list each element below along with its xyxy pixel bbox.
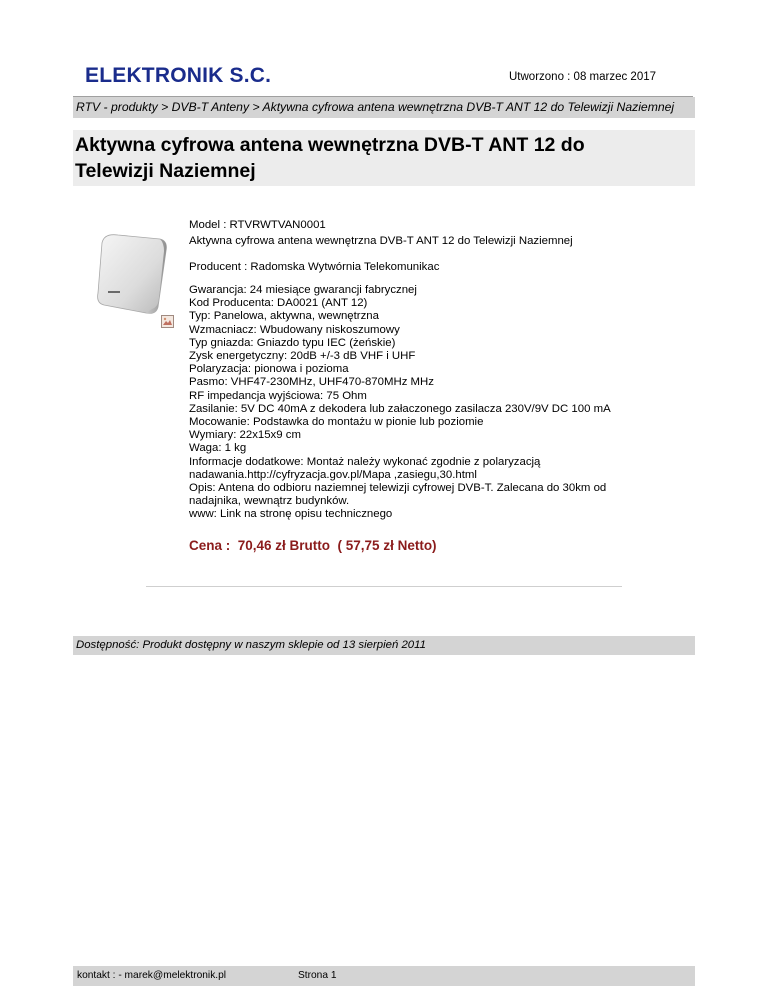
broken-image-icon: [161, 315, 174, 328]
breadcrumb: RTV - produkty > DVB-T Anteny > Aktywna cyfrowa antena wewnętrzna DVB-T ANT 12 do Telewizji Naziemnej: [73, 97, 695, 118]
product-producer: Producent : Radomska Wytwórnia Telekomunikac: [189, 261, 440, 273]
spec-line: nadawania.http://cyfryzacja.gov.pl/Mapa ,zasiegu,30.html: [189, 468, 477, 481]
spec-line: Wymiary: 22x15x9 cm: [189, 429, 301, 442]
product-description: Aktywna cyfrowa antena wewnętrzna DVB-T ANT 12 do Telewizji Naziemnej: [189, 235, 573, 247]
product-price: Cena : 70,46 zł Brutto ( 57,75 zł Netto): [189, 538, 437, 553]
spec-line: Opis: Antena do odbioru naziemnej telewizji cyfrowej DVB-T. Zalecana do 30km od: [189, 482, 607, 495]
spec-line: Typ gniazda: Gniazdo typu IEC (żeńskie): [189, 336, 396, 349]
spec-line: Waga: 1 kg: [189, 442, 247, 455]
spec-line-link[interactable]: www: Link na stronę opisu technicznego: [189, 508, 393, 521]
spec-line: Mocowanie: Podstawka do montażu w pionie lub poziomie: [189, 416, 484, 429]
created-date: Utworzono : 08 marzec 2017: [509, 71, 657, 83]
product-image: [94, 229, 170, 319]
spec-line: Zysk energetyczny: 20dB +/-3 dB VHF i UHF: [189, 350, 416, 363]
spec-line: Informacje dodatkowe: Montaż należy wykonać zgodnie z polaryzacją: [189, 455, 541, 468]
spec-line: Gwarancja: 24 miesiące gwarancji fabrycznej: [189, 284, 417, 296]
page-title: [75, 132, 675, 184]
product-specs: [189, 284, 611, 522]
spec-line: Pasmo: VHF47-230MHz, UHF470-870MHz MHz: [189, 376, 434, 389]
availability-bar: Dostępność: Produkt dostępny w naszym sklepie od 13 sierpień 2011: [73, 636, 695, 655]
spec-line: Wzmacniacz: Wbudowany niskoszumowy: [189, 323, 400, 336]
footer-contact[interactable]: kontakt : - marek@melektronik.pl: [77, 970, 227, 981]
section-divider: [146, 586, 622, 587]
spec-line: Kod Producenta: DA0021 (ANT 12): [189, 297, 368, 310]
product-model: Model : RTVRWTVAN0001: [189, 219, 326, 231]
spec-line: nadajnika, wewnątrz budynków.: [189, 495, 350, 508]
spec-line: Polaryzacja: pionowa i pozioma: [189, 363, 349, 376]
page-title-line-1: Aktywna cyfrowa antena wewnętrzna DVB-T ANT 12 do: [75, 134, 585, 156]
footer-page-number: Strona 1: [298, 970, 337, 981]
page-footer: [73, 966, 695, 986]
spec-line: Typ: Panelowa, aktywna, wewnętrzna: [189, 310, 379, 323]
page-title-line-2: Telewizji Naziemnej: [75, 160, 256, 182]
company-name: ELEKTRONIK S.C.: [85, 64, 272, 87]
spec-line: Zasilanie: 5V DC 40mA z dekodera lub załaczonego zasilacza 230V/9V DC 100 mA: [189, 402, 611, 415]
spec-line: RF impedancja wyjściowa: 75 Ohm: [189, 389, 367, 402]
